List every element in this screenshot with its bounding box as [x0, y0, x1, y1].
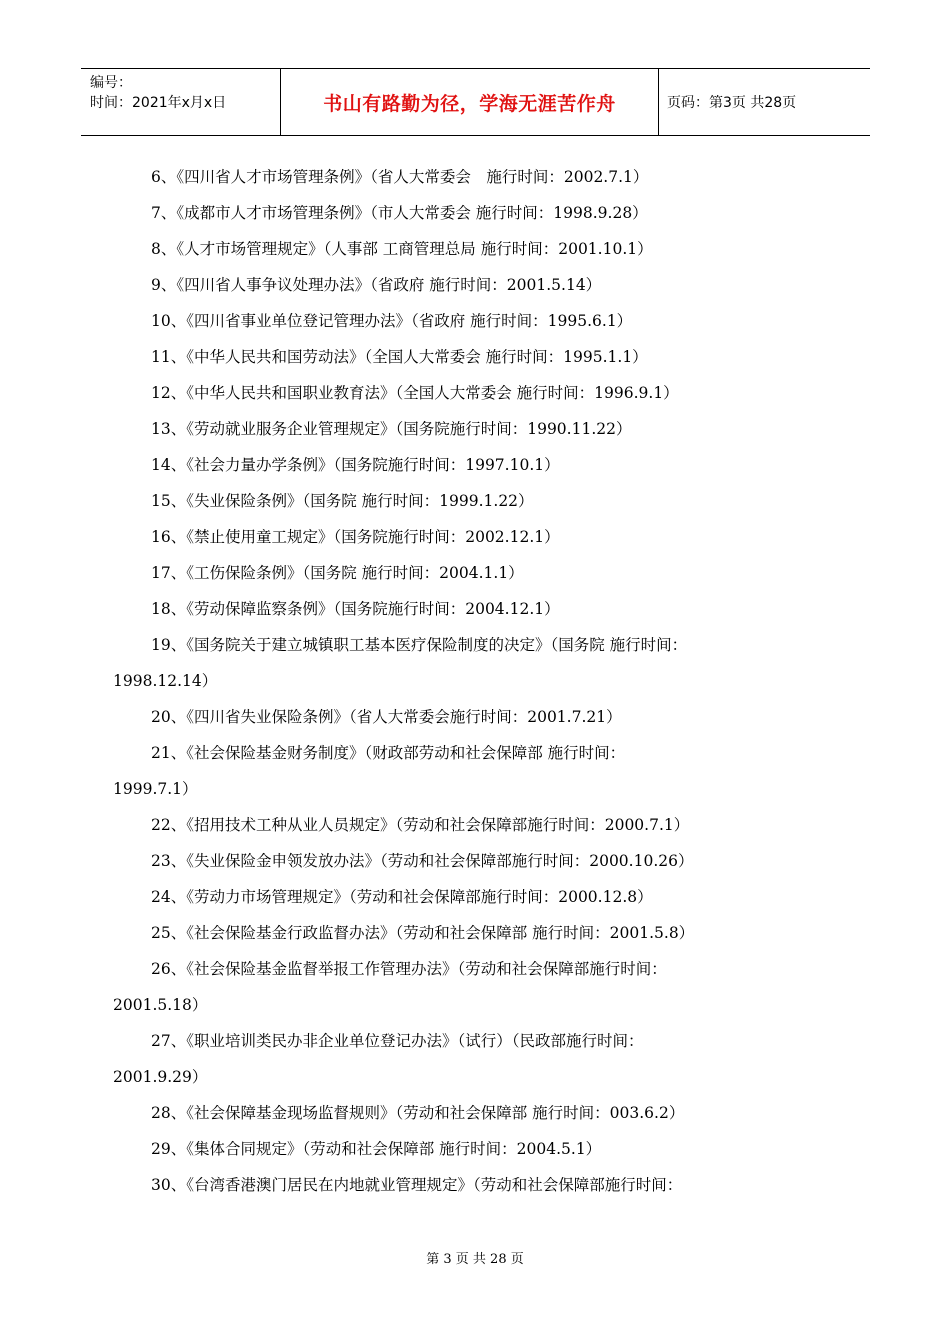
list-item: 13、《劳动就业服务企业管理规定》（国务院施行时间：1990.11.22）: [151, 420, 632, 438]
list-item: 7、《成都市人才市场管理条例》（市人大常委会 施行时间：1998.9.28）: [151, 204, 648, 222]
page-footer: 第 3 页 共 28 页: [426, 1252, 524, 1267]
list-item: 14、《社会力量办学条例》（国务院施行时间：1997.10.1）: [151, 456, 560, 474]
list-item: 6、《四川省人才市场管理条例》（省人大常委会 施行时间：2002.7.1）: [151, 168, 649, 186]
header-page-info: 页码：第3页 共28页: [667, 95, 797, 111]
date-label: 时间：2021年x月x日: [90, 95, 227, 111]
list-item-continuation: 1999.7.1）: [113, 780, 198, 798]
list-item: 10、《四川省事业单位登记管理办法》（省政府 施行时间：1995.6.1）: [151, 312, 633, 330]
list-item: 12、《中华人民共和国职业教育法》（全国人大常委会 施行时间：1996.9.1）: [151, 384, 679, 402]
list-item: 21、《社会保险基金财务制度》（财政部劳动和社会保障部 施行时间：: [151, 744, 626, 762]
list-item: 25、《社会保险基金行政监督办法》（劳动和社会保障部 施行时间：2001.5.8）: [151, 924, 695, 942]
list-item: 19、《国务院关于建立城镇职工基本医疗保险制度的决定》（国务院 施行时间：: [151, 636, 688, 654]
list-item-continuation: 2001.5.18）: [113, 996, 208, 1014]
document-body: [113, 159, 827, 1203]
header-meta: [81, 69, 281, 135]
list-item: 26、《社会保险基金监督举报工作管理办法》（劳动和社会保障部施行时间：: [151, 960, 667, 978]
list-item: 22、《招用技术工种从业人员规定》（劳动和社会保障部施行时间：2000.7.1）: [151, 816, 690, 834]
list-item: 15、《失业保险条例》（国务院 施行时间：1999.1.22）: [151, 492, 534, 510]
list-item: 8、《人才市场管理规定》（人事部 工商管理总局 施行时间：2001.10.1）: [151, 240, 653, 258]
list-item: 28、《社会保障基金现场监督规则》（劳动和社会保障部 施行时间：003.6.2）: [151, 1104, 685, 1122]
list-item: 17、《工伤保险条例》（国务院 施行时间：2004.1.1）: [151, 564, 524, 582]
list-item: 9、《四川省人事争议处理办法》（省政府 施行时间：2001.5.14）: [151, 276, 602, 294]
list-item: 30、《台湾香港澳门居民在内地就业管理规定》（劳动和社会保障部施行时间：: [151, 1176, 683, 1194]
list-item: 18、《劳动保障监察条例》（国务院施行时间：2004.12.1）: [151, 600, 560, 618]
list-item: 16、《禁止使用童工规定》（国务院施行时间：2002.12.1）: [151, 528, 560, 546]
header-slogan: 书山有路勤为径，学海无涯苦作舟: [281, 69, 659, 135]
page-header: [81, 68, 870, 136]
list-item-continuation: 1998.12.14）: [113, 672, 218, 690]
list-item: 20、《四川省失业保险条例》（省人大常委会施行时间：2001.7.21）: [151, 708, 622, 726]
list-item: 27、《职业培训类民办非企业单位登记办法》（试行）（民政部施行时间：: [151, 1032, 644, 1050]
list-item: 23、《失业保险金申领发放办法》（劳动和社会保障部施行时间：2000.10.26）: [151, 852, 694, 870]
code-label: 编号：: [90, 75, 132, 91]
list-item: 24、《劳动力市场管理规定》（劳动和社会保障部施行时间：2000.12.8）: [151, 888, 653, 906]
list-item: 11、《中华人民共和国劳动法》（全国人大常委会 施行时间：1995.1.1）: [151, 348, 648, 366]
list-item-continuation: 2001.9.29）: [113, 1068, 208, 1086]
list-item: 29、《集体合同规定》（劳动和社会保障部 施行时间：2004.5.1）: [151, 1140, 602, 1158]
